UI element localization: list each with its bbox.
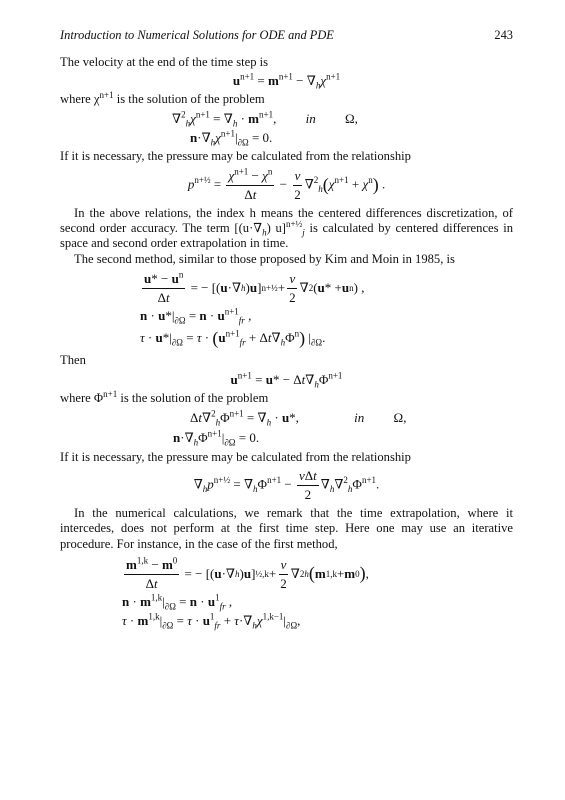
equation-velocity-update: $u^{n+1} = m^{n+1} - \nabla_h\chi^{n+1}$ [232, 72, 341, 92]
equation-velocity-correction: $u^{n+1} = u* - \Delta t\nabla_h\Phi^{n+1}$ [230, 370, 343, 390]
page [60, 28, 513, 631]
equation-iterative-momentum: $\frac{m^{1,k} - m^0}{\Delta t}$ = − [( u ·∇ h ) u ] ½,k + $\frac{\nu}{2}$ ∇ 2 h ( m 1,k + m 0 ) , [126, 555, 369, 591]
paragraph-pressure-2: If it is necessary, the pressure may be calculated from the relationship [60, 449, 411, 464]
equation-boundary-phi: $n\cdot\nabla_h\Phi^{n+1}|_{\partial\Omega} = 0$. [173, 428, 260, 448]
equation-block-second-method [140, 271, 513, 350]
paragraph-where-phi: where $\Phi^{n+1}$ is the solution of the problem [60, 388, 269, 405]
equation-block-iterative [122, 555, 513, 631]
equation-pressure-2: $\nabla_hp^{n+\frac{1}{2}} = \nabla_h\Phi^{n+1}$ − $\frac{\text{νΔt}}{2}$ $\nabla_h\nabla^2_h\Phi^{n+1}$. [193, 468, 380, 502]
paragraph-pressure-1: If it is necessary, the pressure may be calculated from the relationship [60, 149, 411, 164]
equation-iterative-normal-bc: $n \cdot m^{1,k}|_{\partial\Omega} = n \cdot u^1_{fr}$ , [122, 592, 233, 612]
equation-boundary-chi: $n\cdot\nabla_h\chi^{n+1}|_{\partial\Omega} = 0$. [190, 128, 273, 148]
paragraph-discretization: In the above relations, the index h means the centered differences discretization, of second order accuracy. The term [$(u\cdot\nabla_h)$ u]$^{n+\frac{1}{2}}_j$ is calculated by centered differences in space and second order extrapolation in time. [60, 205, 513, 251]
paragraph-velocity: The velocity at the end of the time step is [60, 55, 269, 70]
running-title: Introduction to Numerical Solutions for ODE and PDE [60, 28, 334, 42]
equation-poisson-chi: $\nabla^2_h\chi^{n+1} = \nabla_h \cdot m^{n+1}$, in Ω, [172, 109, 358, 129]
equation-normal-bc: $n \cdot u*|_{\partial\Omega} = n \cdot u^{n+1}_{fr}$ , [140, 306, 252, 326]
paragraph-second-method: The second method, similar to those proposed by Kim and Moin in 1985, is [74, 251, 455, 266]
equation-iterative-tangential-bc: $\tau \cdot m^{1,k}|_{\partial\Omega} = \tau \cdot u^1_{fr} + \tau\cdot\nabla_h\chi^{1,k-1}|_{\partial\Omega}$, [122, 611, 301, 631]
equation-pressure-1: $p^{n+\frac{1}{2}}$ = $\frac{\chi^{n+1} - \chi^n}{\Delta t}$ − $\frac{\nu}{2}$ $\nabla^2_h(\chi^{n+1} + \chi^n)$ . [187, 166, 386, 202]
equation-momentum: $\frac{u* - u^n}{\Delta t}$ = − [( u ·∇ h ) u ] n+½ + $\frac{\nu}{2}$ ∇ 2 ( u * + u n ) , [144, 269, 365, 305]
running-header [60, 28, 513, 43]
paragraph-then: Then [60, 353, 86, 368]
page-number: 243 [494, 28, 513, 42]
paragraph-numerical-calculations: In the numerical calculations, we remark that the time extrapolation, where it intercedes, does not perform at the first time step. Here one may use an iterative procedure. For instance, in the case of the first method, [60, 505, 513, 551]
equation-poisson-phi: $\Delta t\nabla^2_h\Phi^{n+1} = \nabla_h \cdot u*$, in Ω, [190, 408, 407, 428]
equation-tangential-bc: $\tau \cdot u*|_{\partial\Omega} = \tau \cdot (u^{n+1}_{fr} + \Delta t\nabla_h\Phi^n)$ $|_{\partial\Omega}$. [140, 327, 326, 348]
paragraph-where-chi: where $\chi^{n+1}$ is the solution of the problem [60, 90, 265, 107]
